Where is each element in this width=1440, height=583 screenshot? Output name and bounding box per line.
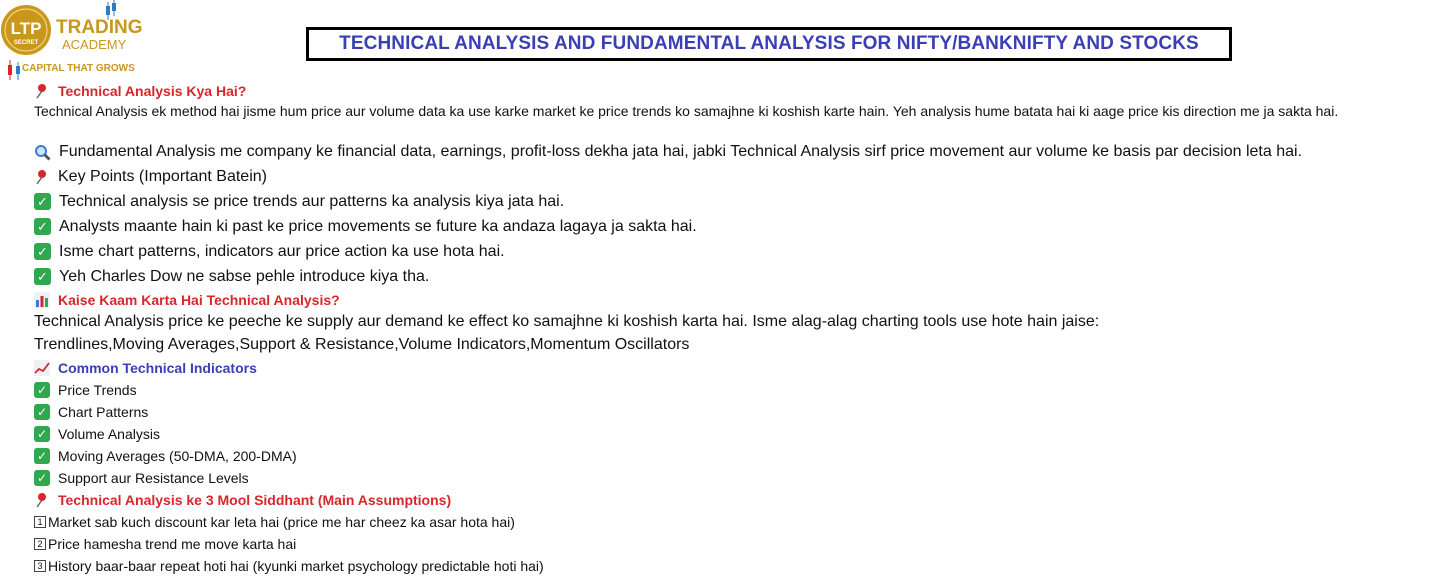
section1-heading: Technical Analysis Kya Hai? <box>58 83 247 99</box>
list-item <box>34 511 1434 533</box>
section-heading <box>34 289 1434 310</box>
list-item <box>34 401 1434 423</box>
section3-heading: Common Technical Indicators <box>58 359 257 376</box>
key-points-heading: Key Points (Important Batein) <box>58 167 267 185</box>
check-icon: ✓ <box>34 448 50 464</box>
list-item-text: Market sab kuch discount kar leta hai (price me har cheez ka asar hota hai) <box>48 514 515 530</box>
number-badge: 2 <box>34 538 46 550</box>
list-item-text: Moving Averages (50-DMA, 200-DMA) <box>58 448 297 464</box>
list-item <box>34 264 1434 289</box>
check-icon: ✓ <box>34 218 51 235</box>
logo-tagline-text: CAPITAL THAT GROWS <box>22 63 135 74</box>
section2-tools: Trendlines,Moving Averages,Support & Resistance,Volume Indicators,Momentum Oscillators <box>34 335 690 353</box>
logo-academy-text: ACADEMY <box>62 37 127 52</box>
section-heading <box>34 356 1434 379</box>
key-points-heading-row <box>34 164 1434 189</box>
logo-ltp-text: LTP <box>10 19 42 38</box>
list-item-text: Chart Patterns <box>58 404 149 420</box>
number-badge: 1 <box>34 516 46 528</box>
fundamental-line <box>34 140 1434 164</box>
page-title: TECHNICAL ANALYSIS AND FUNDAMENTAL ANALYSIS FOR NIFTY/BANKNIFTY AND STOCKS <box>339 33 1199 54</box>
check-icon: ✓ <box>34 193 51 210</box>
section-heading <box>34 82 1434 100</box>
bar-chart-icon <box>34 292 50 308</box>
list-item-text: Support aur Resistance Levels <box>58 470 249 486</box>
section-heading <box>34 489 1434 511</box>
list-item <box>34 555 1434 577</box>
list-item-text: Isme chart patterns, indicators aur price action ka use hota hai. <box>59 242 505 260</box>
section1-text: Technical Analysis ek method hai jisme hum price aur volume data ka use karke market ke price trends ko samajhne ki koshish karte hain. Yeh analysis hume batata hai ki aage price kis direction me ja sakta hai. <box>34 103 1339 119</box>
magnifier-icon <box>34 144 51 161</box>
check-icon: ✓ <box>34 426 50 442</box>
list-item <box>34 214 1434 239</box>
list-item-text: Price Trends <box>58 382 137 398</box>
ltp-trading-academy-logo <box>0 0 170 82</box>
list-item-text: Volume Analysis <box>58 426 160 442</box>
list-item-text: Price hamesha trend me move karta hai <box>48 536 297 552</box>
list-item-text: Analysts maante hain ki past ke price movements se future ka andaza lagaya ja sakta hai. <box>59 217 697 235</box>
logo-trading-text: TRADING <box>56 17 143 38</box>
section2-heading: Kaise Kaam Karta Hai Technical Analysis? <box>58 291 340 308</box>
pushpin-icon <box>34 492 50 508</box>
section4-heading: Technical Analysis ke 3 Mool Siddhant (Main Assumptions) <box>58 492 452 508</box>
list-item-text: History baar-baar repeat hoti hai (kyunki market psychology predictable hoti hai) <box>48 558 544 574</box>
pushpin-icon <box>34 169 50 185</box>
section2-text: Technical Analysis price ke peeche ke supply aur demand ke effect ko samajhne ki koshish karta hai. Isme alag-alag charting tools use hote hain jaise: <box>34 312 1100 330</box>
list-item-text: Technical analysis se price trends aur patterns ka analysis kiya jata hai. <box>59 192 565 210</box>
list-item <box>34 533 1434 555</box>
list-item <box>34 379 1434 401</box>
pushpin-icon <box>34 83 50 99</box>
list-item <box>34 189 1434 214</box>
check-icon: ✓ <box>34 470 50 486</box>
list-item-text: Yeh Charles Dow ne sabse pehle introduce kiya tha. <box>59 267 430 285</box>
logo-secret-text: SECRET <box>13 40 39 46</box>
check-icon: ✓ <box>34 404 50 420</box>
content-area <box>34 82 1434 577</box>
fundamental-text: Fundamental Analysis me company ke financial data, earnings, profit-loss dekha jata hai, jabki Technical Analysis sirf price movement aur volume ke basis par decision leta hai. <box>59 143 1303 160</box>
trend-chart-icon <box>34 360 50 376</box>
list-item <box>34 239 1434 264</box>
list-item <box>34 445 1434 467</box>
check-icon: ✓ <box>34 382 50 398</box>
page-title-box <box>306 27 1232 61</box>
list-item <box>34 467 1434 489</box>
check-icon: ✓ <box>34 243 51 260</box>
list-item <box>34 423 1434 445</box>
number-badge: 3 <box>34 560 46 572</box>
check-icon: ✓ <box>34 268 51 285</box>
